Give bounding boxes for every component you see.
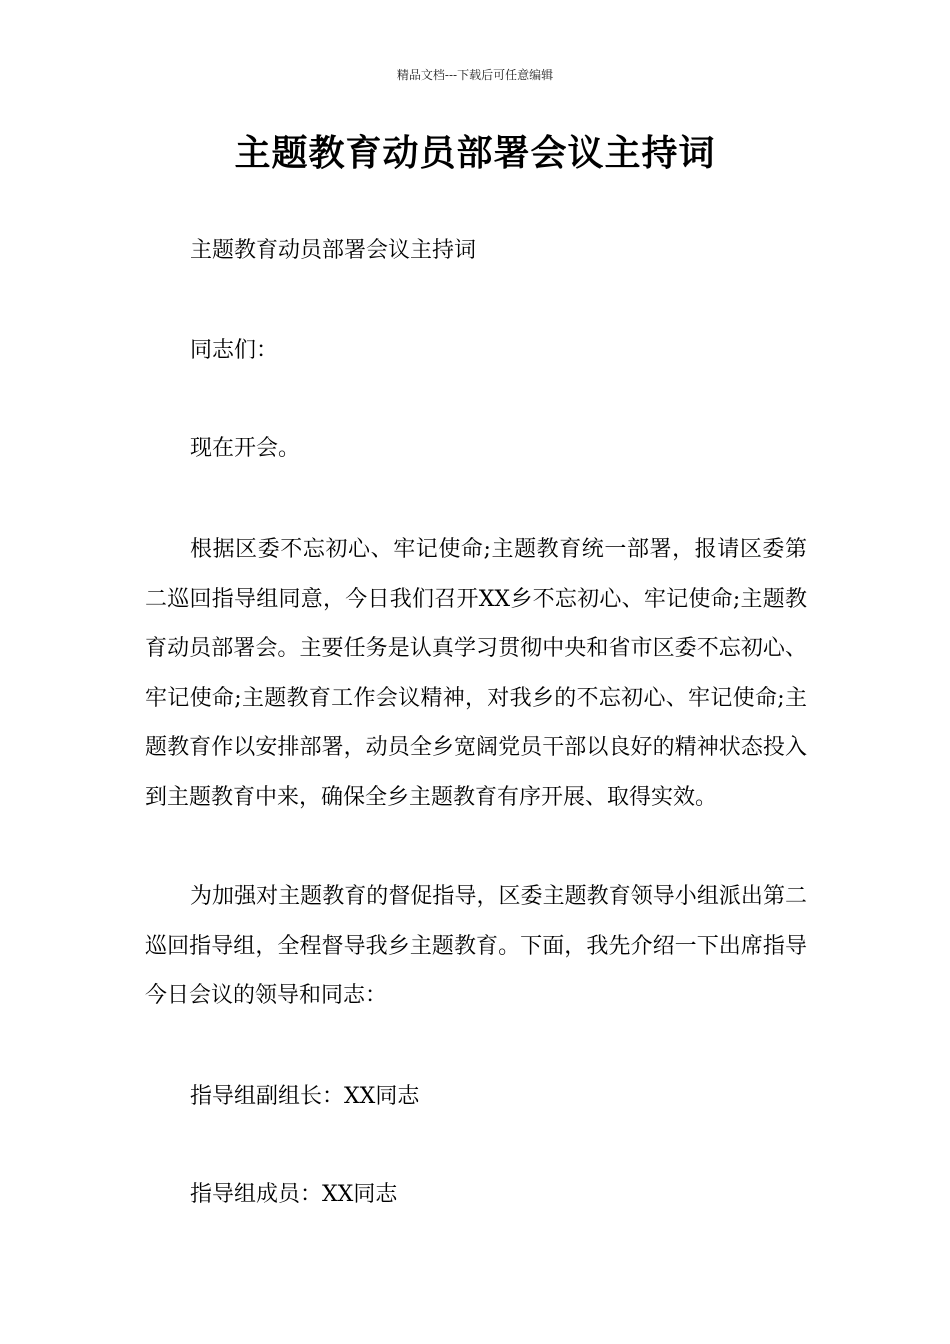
- paragraph-introduction: 为加强对主题教育的督促指导，区委主题教育领导小组派出第二巡回指导组，全程督导我乡主题教育。下面，我先介绍一下出席指导今日会议的领导和同志：: [145, 884, 807, 1008]
- paragraph-opening: 现在开会。: [190, 436, 301, 461]
- paragraph-member: 指导组成员：XX同志: [190, 1182, 398, 1207]
- paragraph-background: 根据区委不忘初心、牢记使命;主题教育统一部署，报请区委第二巡回指导组同意，今日我们召开XX乡不忘初心、牢记使命;主题教育动员部署会。主要任务是认真学习贯彻中央和省市区委不忘初心、牢记使命;主题教育工作会议精神，对我乡的不忘初心、牢记使命;主题教育作以安排部署，动员全乡宽阔党员干部以良好的精神状态投入到主题教育中来，确保全乡主题教育有序开展、取得实效。: [145, 537, 807, 810]
- paragraph-subtitle: 主题教育动员部署会议主持词: [190, 238, 477, 263]
- paragraph-deputy-leader: 指导组副组长：XX同志: [190, 1084, 420, 1109]
- header-note: 精品文档---下载后可任意编辑: [396, 68, 554, 82]
- document-title: 主题教育动员部署会议主持词: [234, 133, 716, 174]
- paragraph-greeting: 同志们：: [190, 338, 279, 363]
